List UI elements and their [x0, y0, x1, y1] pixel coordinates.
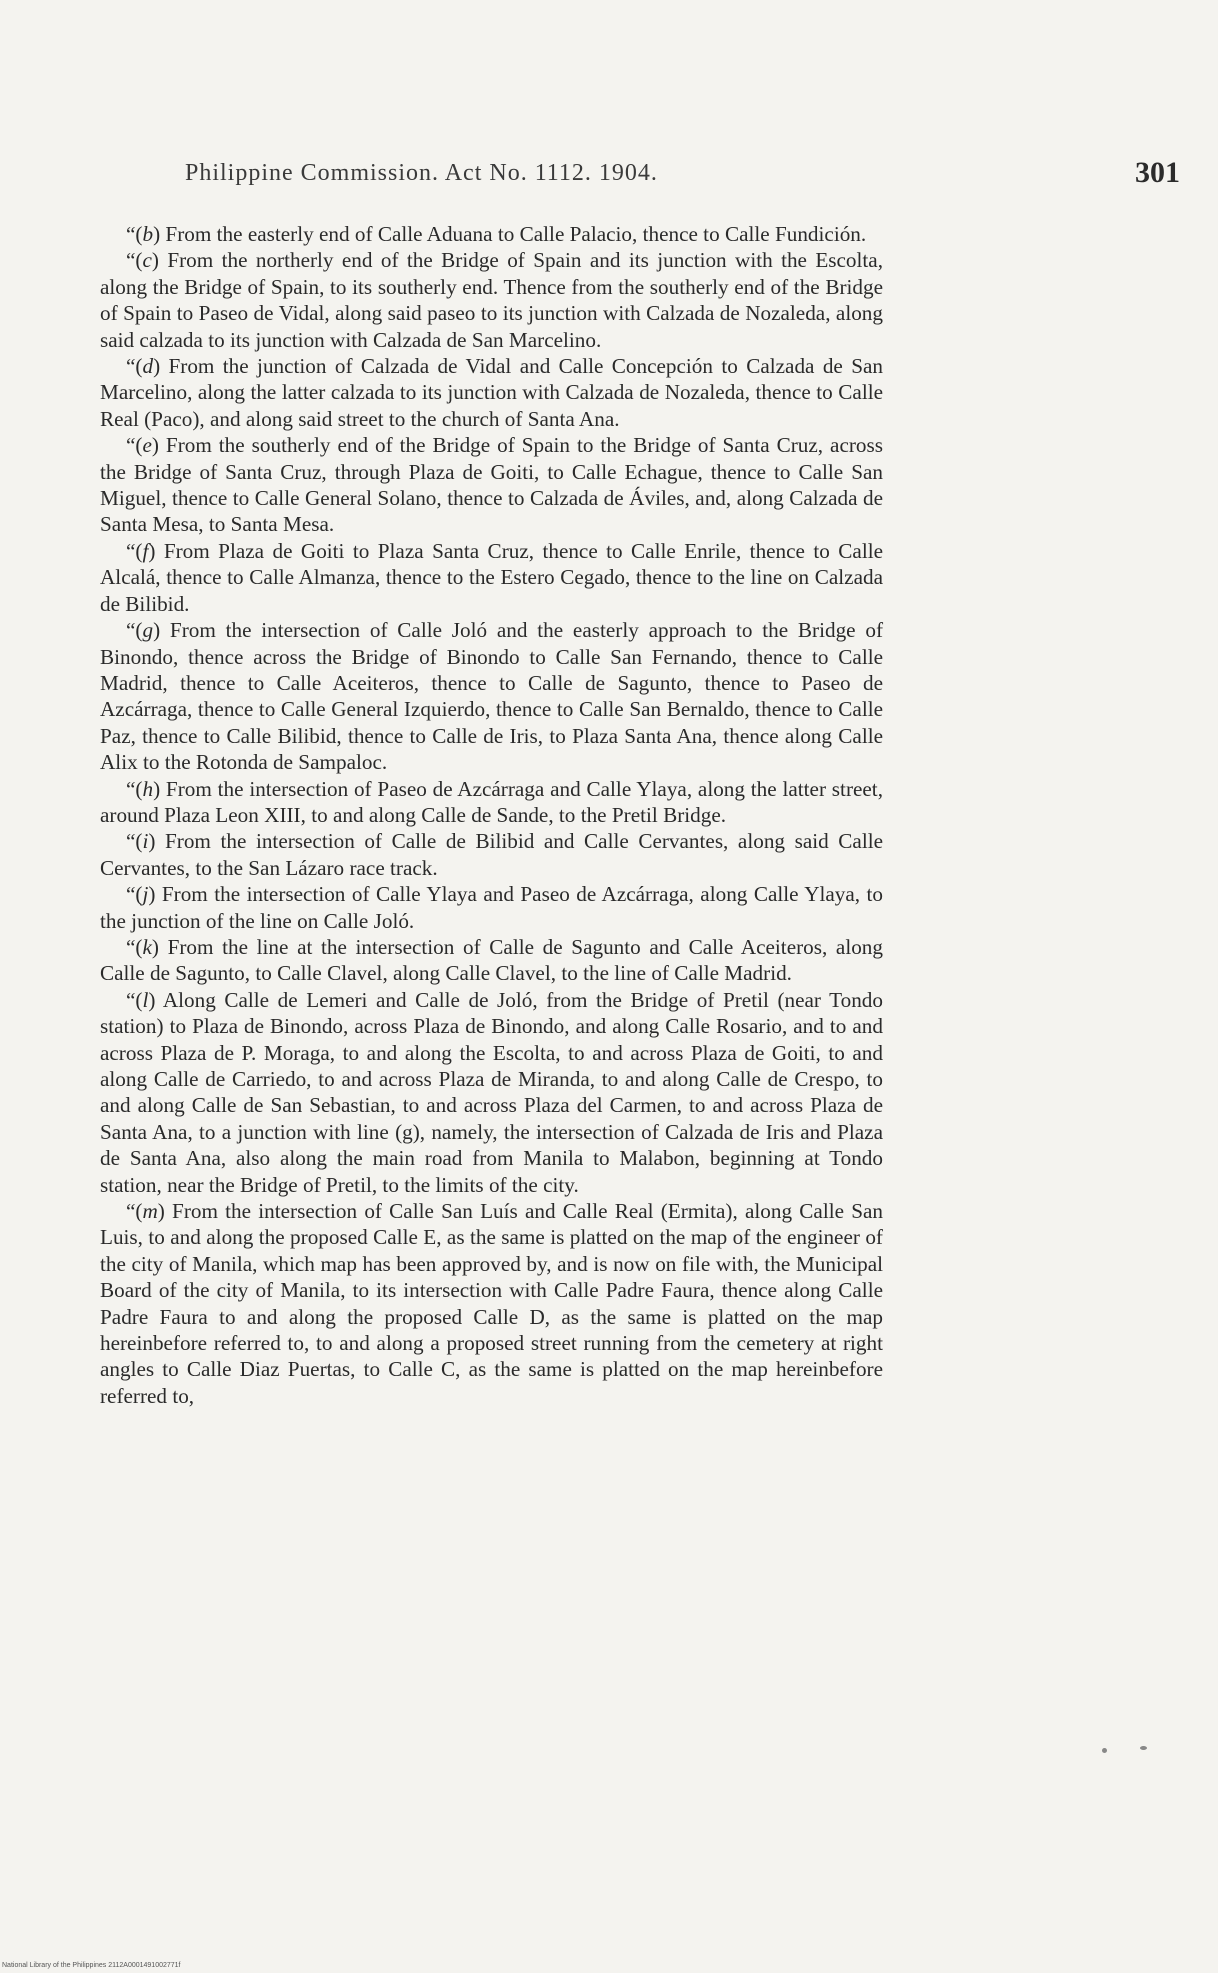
paragraph-text: From the northerly end of the Bridge of Spain and its junction with the Escolta, along the Bridge of Spain, to its southerly end. Thence from the southerly end of the Bridge of Spain to Paseo de Vidal, along said paseo to its junction with Calzada de Nozaleda, along said calzada to its junction with Calzada de San Marcelino. — [100, 248, 883, 352]
section-marker: h — [142, 776, 154, 801]
paragraph-c: “(c) From the northerly end of the Bridge of Spain and its junction with the Escolta, along the Bridge of Spain, to its southerly end. Thence from the southerly end of the Bridge of Spain to Paseo de Vidal, along said paseo to its junction with Calzada de Nozaleda, along said calzada to its junction with Calzada de San Marcelino. — [100, 248, 883, 352]
section-marker: d — [142, 354, 154, 379]
paragraph-h: “(h) From the intersection of Paseo de Azcárraga and Calle Ylaya, along the latter street, around Plaza Leon XIII, to and along Calle de Sande, to the Pretil Bridge. — [100, 776, 883, 827]
body-text — [100, 221, 883, 1409]
page-number: 301 — [1135, 156, 1180, 189]
paragraph-text: Along Calle de Lemeri and Calle de Joló, from the Bridge of Pretil (near Tondo station) to Plaza de Binondo, across Plaza de Binondo, and along Calle Rosario, and to and across Plaza de P. Moraga, to and along the Escolta, to and across Plaza de Goiti, to and along Calle de Carriedo, to and across Plaza de Miranda, to and along Calle de Crespo, to and along Calle de San Sebastian, to and across Plaza del Carmen, to and across Plaza de Santa Ana, to a junction with line (g), namely, the intersection of Calzada de Iris and Plaza de Santa Ana, also along the main road from Manila to Malabon, beginning at Tondo station, near the Bridge of Pretil, to the limits of the city. — [100, 987, 883, 1197]
section-marker: i — [142, 829, 149, 854]
section-marker: e — [142, 433, 152, 458]
paragraph-text: From the intersection of Calle Ylaya and Paseo de Azcárraga, along Calle Ylaya, to the junction of the line on Calle Joló. — [100, 882, 884, 933]
section-marker: c — [142, 248, 152, 273]
page-header — [100, 156, 1180, 200]
section-marker: f — [142, 538, 149, 563]
paragraph-d: “(d) From the junction of Calzada de Vidal and Calle Concepción to Calzada de San Marcelino, along the latter calzada to its junction with Calzada de Nozaleda, thence to Calle Real (Paco), and along said street to the church of Santa Ana. — [100, 354, 883, 431]
paragraph-e: “(e) From the southerly end of the Bridge of Spain to the Bridge of Santa Cruz, across the Bridge of Santa Cruz, through Plaza de Goiti, to Calle Echague, thence to Calle San Miguel, thence to Calle General Solano, thence to Calzada de Áviles, and, along Calzada de Santa Mesa, to Santa Mesa. — [100, 433, 883, 537]
section-marker: k — [142, 934, 152, 959]
paragraph-text: From the junction of Calzada de Vidal and Calle Concepción to Calzada de San Marcelino, along the latter calzada to its junction with Calzada de Nozaleda, thence to Calle Real (Paco), and along said street to the church of Santa Ana. — [100, 354, 883, 431]
paragraph-i: “(i) From the intersection of Calle de Bilibid and Calle Cervantes, along said Calle Cervantes, to the San Lázaro race track. — [100, 829, 883, 880]
section-marker: m — [142, 1199, 158, 1224]
paragraph-text: From the intersection of Calle de Bilibid and Calle Cervantes, along said Calle Cervantes, to the San Lázaro race track. — [100, 829, 883, 880]
paragraph-m: “(m) From the intersection of Calle San Luís and Calle Real (Ermita), along Calle San Luis, to and along the proposed Calle E, as the same is platted on the map of the engineer of the city of Manila, which map has been approved by, and is now on file with, the Municipal Board of the city of Manila, to its intersection with Calle Padre Faura, thence along Calle Padre Faura to and along the proposed Calle D, as the same is platted on the map hereinbefore referred to, to and along a proposed street running from the cemetery at right angles to Calle Diaz Puertas, to Calle C, as the same is platted on the map hereinbefore referred to, — [100, 1199, 883, 1408]
section-marker: g — [142, 618, 154, 643]
paragraph-g: “(g) From the intersection of Calle Joló and the easterly approach to the Bridge of Binondo, thence across the Bridge of Binondo to Calle San Fernando, thence to Calle Madrid, thence to Calle Aceiteros, thence to Calle de Sagunto, thence to Paseo de Azcárraga, thence to Calle General Izquierdo, thence to Calle San Bernaldo, thence to Calle Paz, thence to Calle Bilibid, thence to Calle de Iris, to Plaza Santa Ana, thence along Calle Alix to the Rotonda de Sampaloc. — [100, 618, 884, 775]
section-marker: l — [142, 987, 149, 1012]
paragraph-text: From Plaza de Goiti to Plaza Santa Cruz, thence to Calle Enrile, thence to Calle Alcalá, thence to Calle Almanza, thence to the Estero Cegado, thence to the line on Calzada de Bilibid. — [100, 538, 883, 616]
section-marker: b — [142, 222, 154, 246]
section-marker: j — [142, 882, 149, 907]
paragraph-f: “(f) From Plaza de Goiti to Plaza Santa Cruz, thence to Calle Enrile, thence to Calle Alcalá, thence to Calle Almanza, thence to the Estero Cegado, thence to the line on Calzada de Bilibid. — [100, 538, 883, 616]
paragraph-text: From the line at the intersection of Calle de Sagunto and Calle Aceiteros, along Calle de Sagunto, to Calle Clavel, along Calle Clavel, to the line of Calle Madrid. — [100, 934, 883, 986]
paragraph-k: “(k) From the line at the intersection of Calle de Sagunto and Calle Aceiteros, along Calle de Sagunto, to Calle Clavel, along Calle Clavel, to the line of Calle Madrid. — [100, 934, 883, 986]
paragraph-text: From the intersection of Paseo de Azcárraga and Calle Ylaya, along the latter street, around Plaza Leon XIII, to and along Calle de Sande, to the Pretil Bridge. — [100, 776, 883, 827]
paragraph-text: From the intersection of Calle Joló and the easterly approach to the Bridge of Binondo, thence across the Bridge of Binondo to Calle San Fernando, thence to Calle Madrid, thence to Calle Aceiteros, thence to Calle de Sagunto, thence to Paseo de Azcárraga, thence to Calle General Izquierdo, thence to Calle San Bernaldo, thence to Calle Paz, thence to Calle Bilibid, thence to Calle de Iris, to Plaza Santa Ana, thence along Calle Alix to the Rotonda de Sampaloc. — [100, 618, 884, 775]
running-head: Philippine Commission. Act No. 1112. 1904. — [185, 160, 658, 186]
paragraph-b: “(b) From the easterly end of Calle Aduana to Calle Palacio, thence to Calle Fundición. — [126, 222, 867, 246]
scan-speck — [1102, 1748, 1107, 1753]
paragraph-text: From the intersection of Calle San Luís and Calle Real (Ermita), along Calle San Luis, to and along the proposed Calle E, as the same is platted on the map of the engineer of the city of Manila, which map has been approved by, and is now on file with, the Municipal Board of the city of Manila, to its intersection with Calle Padre Faura, thence along Calle Padre Faura to and along the proposed Calle D, as the same is platted on the map hereinbefore referred to, to and along a proposed street running from the cemetery at right angles to Calle Diaz Puertas, to Calle C, as the same is platted on the map hereinbefore referred to, — [100, 1199, 883, 1408]
scan-footer-note: National Library of the Philippines 2112A0001491002771f — [2, 1962, 181, 1969]
paragraph-text: From the easterly end of Calle Aduana to Calle Palacio, thence to Calle Fundición. — [165, 222, 867, 246]
paragraph-j: “(j) From the intersection of Calle Ylaya and Paseo de Azcárraga, along Calle Ylaya, to the junction of the line on Calle Joló. — [100, 882, 884, 933]
paragraph-l: “(l) Along Calle de Lemeri and Calle de Joló, from the Bridge of Pretil (near Tondo station) to Plaza de Binondo, across Plaza de Binondo, and along Calle Rosario, and to and across Plaza de P. Moraga, to and along the Escolta, to and across Plaza de Goiti, to and along Calle de Carriedo, to and across Plaza de Miranda, to and along Calle de Crespo, to and along Calle de San Sebastian, to and across Plaza del Carmen, to and across Plaza de Santa Ana, to a junction with line (g), namely, the intersection of Calzada de Iris and Plaza de Santa Ana, also along the main road from Manila to Malabon, beginning at Tondo station, near the Bridge of Pretil, to the limits of the city. — [100, 987, 883, 1197]
paragraph-text: From the southerly end of the Bridge of Spain to the Bridge of Santa Cruz, across the Bridge of Santa Cruz, through Plaza de Goiti, to Calle Echague, thence to Calle San Miguel, thence to Calle General Solano, thence to Calzada de Áviles, and, along Calzada de Santa Mesa, to Santa Mesa. — [100, 433, 883, 537]
scan-speck — [1140, 1746, 1147, 1750]
